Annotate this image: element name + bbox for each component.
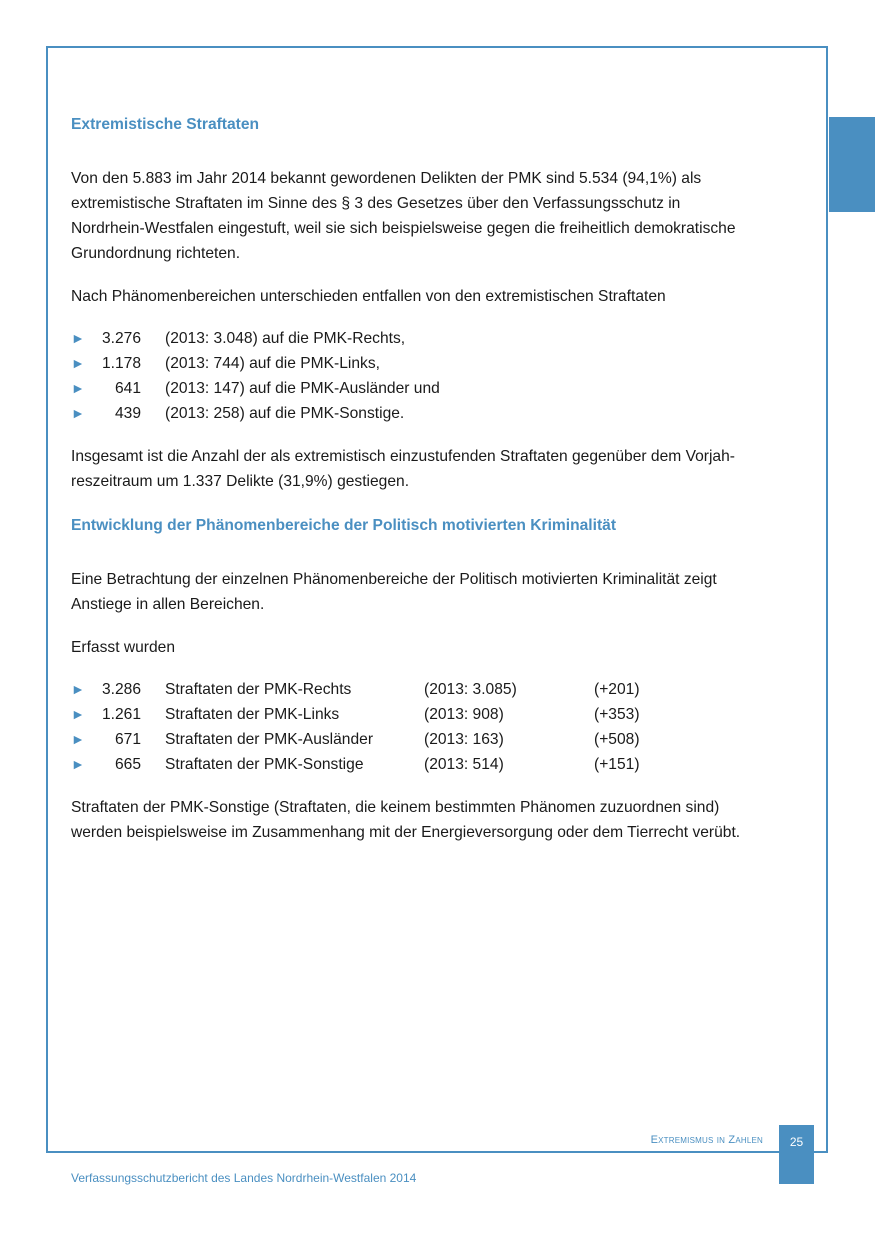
list-item: [71, 677, 801, 702]
paragraph-summary: [71, 444, 801, 494]
list-item: [71, 752, 801, 777]
count: 1.178: [101, 355, 141, 372]
count: 665: [114, 756, 141, 773]
heading-development: Entwicklung der Phänomenbereiche der Politisch motivierten Kriminalität: [71, 517, 617, 534]
previous-year: (2013: 908): [424, 706, 504, 723]
item-description: Straftaten der PMK-Links: [165, 706, 340, 723]
phenomena-offense-list: [71, 677, 801, 777]
text-line: Von den 5.883 im Jahr 2014 bekannt gewordenen Delikten der PMK sind 5.534 (94,1%) als: [71, 170, 702, 187]
item-text: (2013: 744) auf die PMK-Links,: [165, 355, 380, 372]
change: (+353): [594, 706, 640, 723]
item-text: (2013: 258) auf die PMK-Sonstige.: [165, 405, 405, 422]
bullet-arrow-icon: ►: [71, 731, 85, 747]
list-item: [71, 702, 801, 727]
count: 439: [114, 405, 141, 422]
list-item: [71, 401, 801, 426]
main-content: [71, 114, 801, 845]
change: (+151): [594, 756, 640, 773]
text-line: extremistische Straftaten im Sinne des § 3 des Gesetzes über den Verfassungsschutz in: [71, 195, 681, 212]
list-item: [71, 351, 801, 376]
page-number: 25: [779, 1125, 814, 1184]
text-line: Anstiege in allen Bereichen.: [71, 596, 265, 613]
bullet-arrow-icon: ►: [71, 355, 85, 371]
extremist-offense-list: [71, 326, 801, 426]
item-text: (2013: 3.048) auf die PMK-Rechts,: [165, 330, 406, 347]
footer-section-label: Extremismus in Zahlen: [650, 1134, 763, 1146]
previous-year: (2013: 163): [424, 731, 504, 748]
text-line: Insgesamt ist die Anzahl der als extremistisch einzustufenden Straftaten gegenüber dem Vorjah-: [71, 448, 735, 465]
change: (+201): [594, 681, 640, 698]
bullet-arrow-icon: ►: [71, 681, 85, 697]
text-line: werden beispielsweise im Zusammenhang mit der Energieversorgung oder dem Tierrecht verübt.: [71, 824, 741, 841]
list-item: [71, 376, 801, 401]
count: 641: [114, 380, 141, 397]
footer-report-title: Verfassungsschutzbericht des Landes Nordrhein-Westfalen 2014: [71, 1171, 417, 1185]
heading-extremist-offenses: Extremistische Straftaten: [71, 116, 260, 133]
text-line: Eine Betrachtung der einzelnen Phänomenbereiche der Politisch motivierten Kriminalität zeigt: [71, 571, 717, 588]
item-description: Straftaten der PMK-Sonstige: [165, 756, 364, 773]
chapter-tab: [829, 117, 875, 212]
bullet-arrow-icon: ►: [71, 380, 85, 396]
paragraph-intro: [71, 166, 801, 266]
paragraph-overview: [71, 567, 801, 617]
item-text: (2013: 147) auf die PMK-Ausländer und: [165, 380, 440, 397]
paragraph-phenomena: Nach Phänomenbereichen unterschieden entfallen von den extremistischen Straftaten: [71, 288, 666, 305]
change: (+508): [594, 731, 640, 748]
bullet-arrow-icon: ►: [71, 405, 85, 421]
previous-year: (2013: 514): [424, 756, 504, 773]
list-item: [71, 727, 801, 752]
paragraph-other: [71, 795, 801, 845]
text-line: Grundordnung richteten.: [71, 245, 241, 262]
count: 1.261: [101, 706, 141, 723]
previous-year: (2013: 3.085): [424, 681, 517, 698]
text-line: Straftaten der PMK-Sonstige (Straftaten, die keinem bestimmten Phänomen zuzuordnen sind): [71, 799, 720, 816]
count: 3.276: [101, 330, 141, 347]
paragraph-recorded: Erfasst wurden: [71, 639, 176, 656]
count: 671: [114, 731, 141, 748]
text-line: Nordrhein-Westfalen eingestuft, weil sie sich beispielsweise gegen die freiheitlich demokratische: [71, 220, 736, 237]
text-line: reszeitraum um 1.337 Delikte (31,9%) gestiegen.: [71, 473, 410, 490]
bullet-arrow-icon: ►: [71, 706, 85, 722]
item-description: Straftaten der PMK-Rechts: [165, 681, 352, 698]
count: 3.286: [101, 681, 141, 698]
bullet-arrow-icon: ►: [71, 756, 85, 772]
item-description: Straftaten der PMK-Ausländer: [165, 731, 374, 748]
bullet-arrow-icon: ►: [71, 330, 85, 346]
list-item: [71, 326, 801, 351]
